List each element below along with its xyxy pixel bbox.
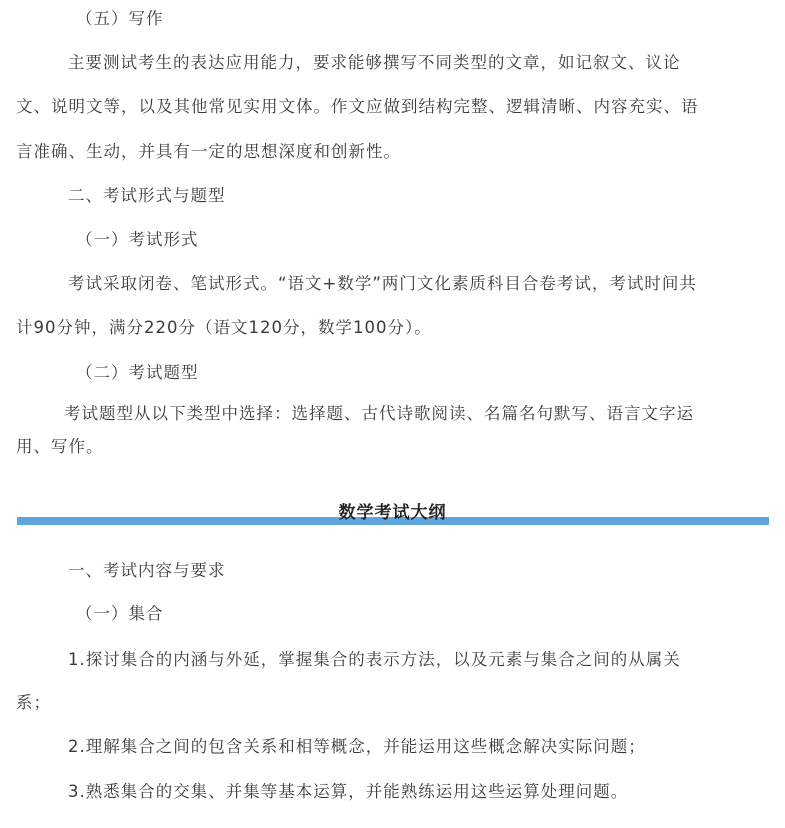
sets-item-2: 2.理解集合之间的包含关系和相等概念，并能运用这些概念解决实际问题； [68, 737, 646, 756]
math-section-title [0, 502, 785, 524]
sets-item-1-line-1: 1.探讨集合的内涵与外延，掌握集合的表示方法，以及元素与集合之间的从属关 [68, 650, 681, 669]
sets-item-3: 3.熟悉集合的交集、并集等基本运算，并能熟练运用这些运算处理问题。 [68, 782, 629, 801]
types-subheading: （二）考试题型 [76, 363, 199, 382]
form-paragraph-line-2: 计90分钟，满分220分（语文120分，数学100分）。 [16, 318, 432, 337]
sets-subheading: （一）集合 [76, 604, 164, 623]
writing-paragraph-line-3: 言准确、生动，并具有一定的思想深度和创新性。 [16, 142, 401, 161]
writing-paragraph-line-2: 文、说明文等，以及其他常见实用文体。作文应做到结构完整、逻辑清晰、内容充实、语 [16, 97, 699, 116]
sets-item-1-line-2: 系； [16, 693, 51, 712]
format-heading: 二、考试形式与题型 [68, 186, 226, 205]
form-subheading: （一）考试形式 [76, 230, 199, 249]
math-section-title-text: 数学考试大纲 [338, 503, 447, 523]
writing-heading: （五）写作 [76, 9, 164, 28]
types-paragraph-line-1: 考试题型从以下类型中选择：选择题、古代诗歌阅读、名篇名句默写、语言文字运 [64, 404, 694, 423]
math-content-heading: 一、考试内容与要求 [68, 561, 226, 580]
form-paragraph-line-1: 考试采取闭卷、笔试形式。“语文+数学”两门文化素质科目合卷考试，考试时间共 [68, 274, 697, 293]
types-paragraph-line-2: 用、写作。 [16, 437, 104, 456]
writing-paragraph-line-1: 主要测试考生的表达应用能力，要求能够撰写不同类型的文章，如记叙文、议论 [68, 53, 681, 72]
